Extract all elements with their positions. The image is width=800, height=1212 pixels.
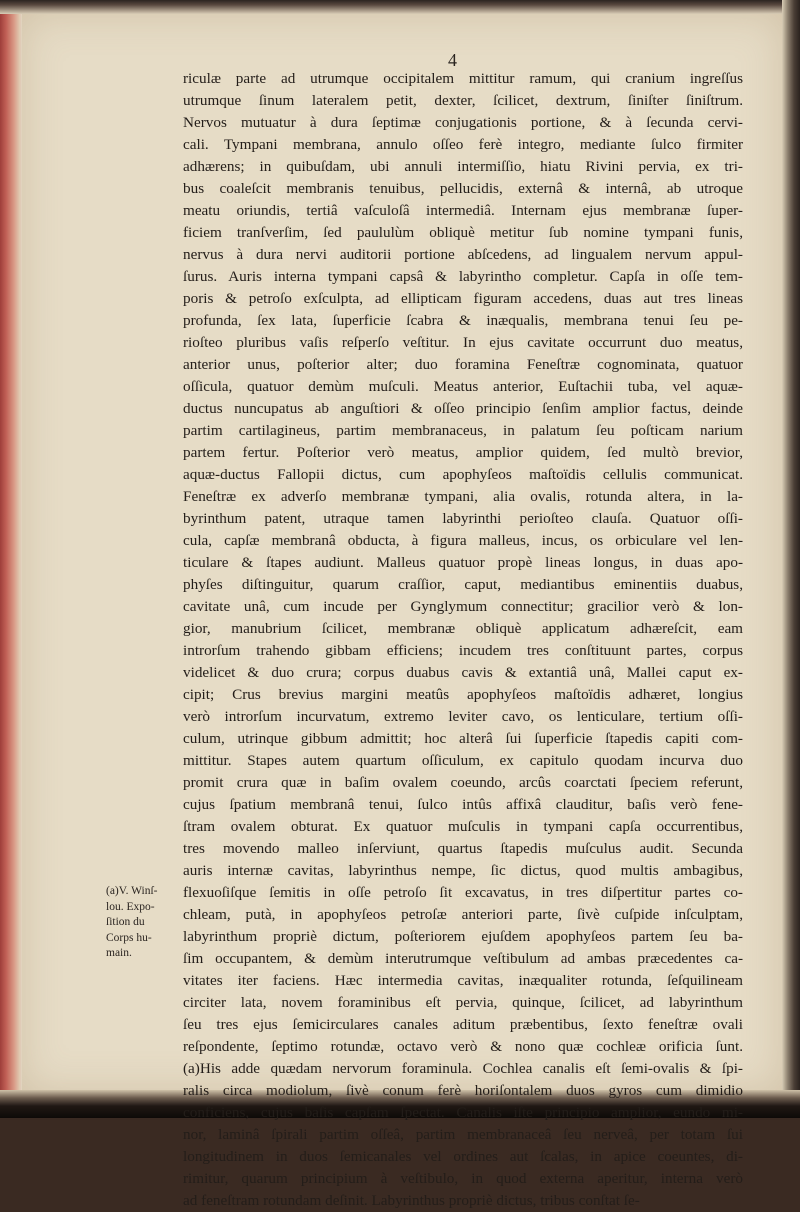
- text-line: oſſicula, quatuor demùm muſculi. Meatus anterior, Euſtachii tuba, vel aquæ-: [183, 378, 743, 395]
- text-line: conficiens, cujus baſis capſam ſpectat. Canalis iſte principio amplior, eundo mi-: [183, 1104, 743, 1121]
- text-line: meatu oriundis, tertiâ vaſculoſâ intermediâ. Internam ejus membranæ ſuper-: [183, 202, 743, 219]
- margin-note-line: Corps hu-: [106, 931, 152, 944]
- text-line: reſpondente, ſeptimo rotundæ, octavo verò & nono quæ cochleæ orificia ſunt.: [183, 1038, 743, 1055]
- text-line: promit crura quæ in baſim ovalem coeundo, arcûs coarctati ſpeciem referunt,: [183, 774, 743, 791]
- text-line: bus coaleſcit membranis tenuibus, pellucidis, externâ & internâ, ab utroque: [183, 180, 743, 197]
- margin-footnote: [106, 884, 182, 962]
- text-line: labyrinthum propriè dictum, poſteriorem ejuſdem apophyſeos partem ſeu ba-: [183, 928, 743, 945]
- text-line: phyſes diſtinguitur, quarum craſſior, caput, mediantibus eminentiis duabus,: [183, 576, 743, 593]
- text-line: cula, capſæ membranâ obducta, à figura malleus, incus, os orbiculare vel len-: [183, 532, 743, 549]
- text-line: aquæ-ductus Fallopii dictus, cum apophyſeos maſtoïdis cellulis communicat.: [183, 466, 743, 483]
- page-right-edge: [782, 0, 800, 1118]
- text-line: ſim occupantem, & demùm interutrumque veſtibulum ad ambas præcedentes ca-: [183, 950, 743, 967]
- margin-note-line: ſition du: [106, 916, 145, 928]
- text-line: Feneſtræ ex adverſo membranæ tympani, alia ovalis, rotunda altera, in la-: [183, 488, 743, 505]
- text-line: ficiem tranſverſim, ſed paululùm obliquè metitur ſub nomine tympani funis,: [183, 224, 743, 241]
- text-line: ſeu tres ejus ſemicirculares canales aditum præbentibus, ſexto feneſtræ ovali: [183, 1016, 743, 1033]
- text-line: ductus nuncupatus ab anguſtiori & oſſeo principio ſenſim amplior factus, deinde: [183, 400, 743, 417]
- text-line: gior, manubrium ſcilicet, membranæ obliquè applicatum adhæreſcit, eam: [183, 620, 743, 637]
- text-line: culum, utrinque gibbum admittit; hoc alterâ ſui ſuperficie ſtapedis capiti com-: [183, 730, 743, 747]
- page-number: 4: [448, 50, 457, 70]
- text-line: ticulare & ſtapes audiunt. Malleus quatuor propè lineas longus, in duas apo-: [183, 554, 743, 571]
- text-line: ſurus. Auris interna tympani capsâ & labyrintho completur. Capſa in oſſe tem-: [183, 268, 743, 285]
- text-line: cujus ſpatium membranâ tenui, ſulco intûs affixâ clauditur, baſis verò fene-: [183, 796, 743, 813]
- book-binding-edge: [0, 0, 20, 1090]
- text-line: cipit; Crus brevius margini meatûs apophyſeos maſtoïdis adhæret, longius: [183, 686, 743, 703]
- text-line: videlicet & duo crura; corpus duabus cavis & extantiâ unâ, Mallei caput ex-: [183, 664, 743, 681]
- text-line: partim cartilagineus, partim membranaceus, in palatum ſeu poſticam narium: [183, 422, 743, 439]
- text-line: utrumque ſinum lateralem petit, dexter, ſcilicet, dextrum, ſiniſter ſiniſtrum.: [183, 92, 743, 109]
- text-line: tres movendo malleo inſerviunt, quartus ſtapedis muſculus audit. Secunda: [183, 840, 743, 857]
- text-line: ad feneſtram rotundam deſinit. Labyrinthus propriè dictus, tribus conſtat ſe-: [183, 1192, 640, 1209]
- text-line: nor, laminâ ſpirali partim oſſeâ, partim membranaceâ ſeu nerveâ, per totam ſui: [183, 1126, 743, 1143]
- text-line: vitates iter faciens. Hæc intermedia cavitas, inæqualiter rotunda, ſeſquilineam: [183, 972, 743, 989]
- text-line: nervus à dura nervi auditorii portione abſcedens, ad lingualem nervum appul-: [183, 246, 743, 263]
- text-line: ralis circa modiolum, ſivè conum ferè horiſontalem duos gyros cum dimidio: [183, 1082, 743, 1099]
- text-line: (a)His adde quædam nervorum foraminula. Cochlea canalis eſt ſemi-ovalis & ſpi-: [183, 1060, 743, 1077]
- text-line: cali. Tympani membrana, annulo oſſeo ferè integro, mediante ſulco firmiter: [183, 136, 743, 153]
- text-line: rioſteo pluribus vaſis reſperſo veſtitur. In ejus cavitate occurrunt duo meatus,: [183, 334, 743, 351]
- text-line: anterior unus, poſterior alter; duo foramina Feneſtræ cognominata, quatuor: [183, 356, 743, 373]
- text-line: flexuoſiſque ſemitis in oſſe petroſo ſit excavatus, in tres diſpertitur partes co-: [183, 884, 743, 901]
- text-line: rimitur, quarum principium à veſtibulo, in quod externa aperitur, interna verò: [183, 1170, 743, 1187]
- body-text: [183, 68, 743, 1212]
- text-line: Nervos mutuatur à dura ſeptimæ conjugationis portione, & à ſecunda cervi-: [183, 114, 743, 131]
- text-line: circiter lata, novem foraminibus eſt pervia, quinque, ſcilicet, ad labyrinthum: [183, 994, 743, 1011]
- text-line: mittitur. Stapes autem quartum oſſiculum, ex capitulo quodam incurva duo: [183, 752, 743, 769]
- text-line: cavitate unâ, cum incude per Gynglymum connectitur; gracilior verò & lon-: [183, 598, 743, 615]
- text-line: profunda, ſex lata, ſuperficie ſcabra & inæqualis, membrana tenui ſeu pe-: [183, 312, 743, 329]
- text-line: longitudinem in duos ſemicanales vel ordines aut ſcalas, in apice coeuntes, di-: [183, 1148, 743, 1165]
- text-line: adhærens; in quibuſdam, ubi annuli intermiſſio, hiatu Rivini pervia, ex tri-: [183, 158, 743, 175]
- text-line: ſtram ovalem obturat. Ex quatuor muſculis in tympani capſa occurrentibus,: [183, 818, 743, 835]
- text-line: chleam, putà, in apophyſeos petroſæ anteriori parte, ſivè cuſpide inſculptam,: [183, 906, 743, 923]
- text-line: introrſum trahendo gibbam efficiens; incudem tres conſtituunt partes, corpus: [183, 642, 743, 659]
- text-line: poris & petroſo exſculpta, ad ellipticam figuram accedens, duas aut tres lineas: [183, 290, 743, 307]
- top-shadow: [0, 0, 800, 14]
- margin-note-line: lou. Expo-: [106, 900, 155, 913]
- text-line: byrinthum patent, utraque tamen labyrinthi perioſteo clauſa. Quatuor oſſi-: [183, 510, 743, 527]
- text-line: verò introrſum incurvatum, extremo leviter cavo, os lenticulare, tertium oſſi-: [183, 708, 743, 725]
- margin-note-line: (a)V. Winſ-: [106, 885, 158, 897]
- margin-note-line: main.: [106, 947, 132, 959]
- text-line: auris internæ cavitas, labyrinthus nempe, ſic dictus, quod multis ambagibus,: [183, 862, 743, 879]
- text-line: partem fertur. Poſterior verò meatus, amplior quidem, ſed multò brevior,: [183, 444, 743, 461]
- text-line: riculæ parte ad utrumque occipitalem mittitur ramum, qui cranium ingreſſus: [183, 70, 743, 87]
